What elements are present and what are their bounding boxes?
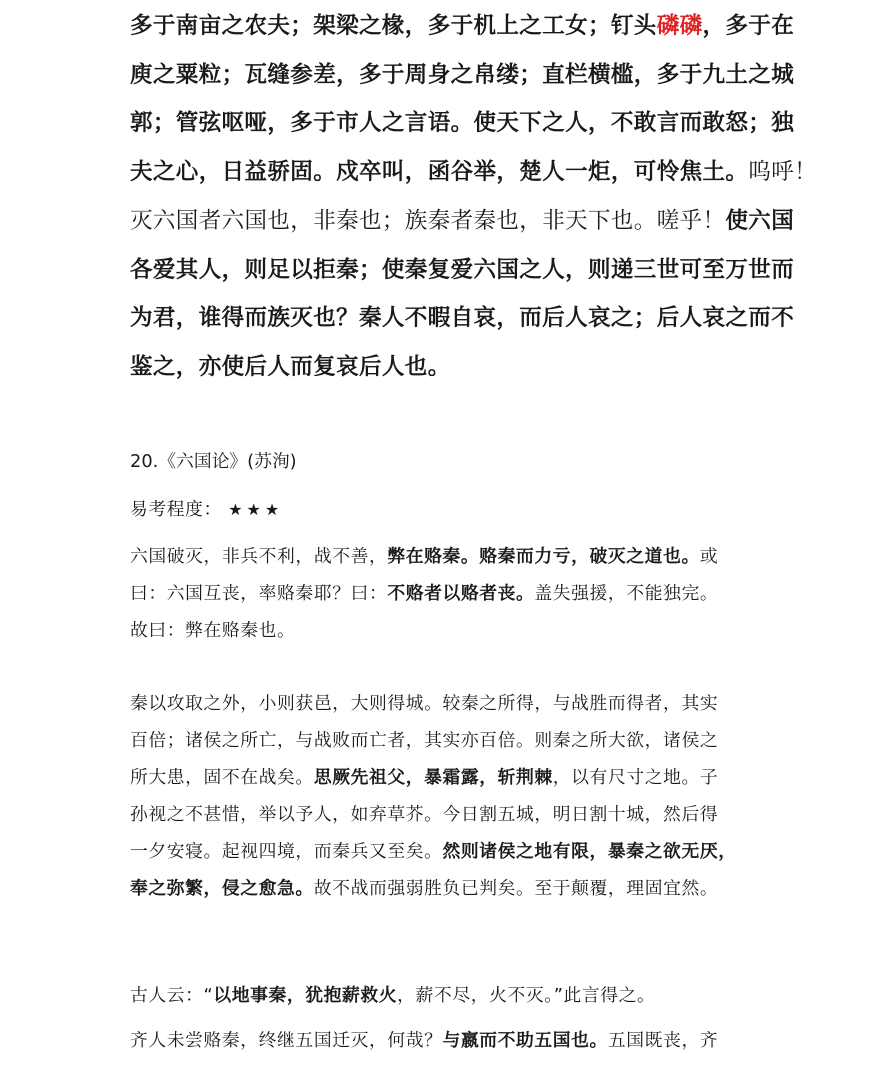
text-line	[130, 538, 780, 575]
text-run: 古人云：“	[130, 985, 214, 1006]
text-run: 五国既丧，齐	[607, 1030, 719, 1051]
difficulty-rating	[130, 492, 283, 528]
text-line	[130, 977, 780, 1014]
paragraph-1	[130, 538, 780, 649]
star-rating-icon: ★★★	[228, 500, 284, 519]
text-run: 一夕安寝。起视四境，而秦兵又至矣。	[130, 841, 443, 862]
text-run: ，薪不尽，火不灭。”此言得之。	[397, 985, 656, 1006]
emphasis-text: 以地事秦，犹抱薪救火	[213, 985, 398, 1006]
text-run: ，多于在	[702, 13, 795, 39]
passage-afanggong-ending	[130, 2, 818, 392]
emphasis-text: 思厥先祖父，暴霜露，斩荆棘	[313, 767, 553, 788]
text-run: 夫之心，日益骄固。戍卒叫，函谷举，楚人一炬，可怜焦土。	[130, 159, 749, 186]
text-line: 鉴之，亦使后人而复哀后人也。	[130, 353, 451, 380]
section-heading: 20.《六国论》(苏洵)	[130, 451, 297, 472]
highlighted-word: 磷磷	[656, 13, 703, 39]
text-line	[130, 148, 818, 197]
text-line	[130, 870, 780, 907]
text-run: 多于南亩之农夫；架梁之椽，多于机上之工女；钉头	[130, 13, 657, 39]
emphasis-text: 奉之弥繁，侵之愈急。	[130, 878, 314, 899]
text-run: 盖失强援，不能独完。	[534, 583, 719, 604]
text-run: 所大患，固不在战矣。	[130, 767, 314, 788]
text-run: 齐人未尝赂秦，终继五国迁灭，何哉？	[130, 1030, 443, 1051]
text-line: 庾之粟粒；瓦缝参差，多于周身之帛缕；直栏横槛，多于九土之城	[130, 61, 795, 88]
paragraph-3	[130, 977, 780, 1014]
text-run: ，以有尺寸之地。子	[552, 767, 719, 788]
text-run: 六国破灭，非兵不利，战不善，	[130, 546, 388, 567]
text-run: 故不战而强弱胜负已判矣。至于颠覆，理固宜然。	[313, 878, 719, 899]
text-line: 百倍；诸侯之所亡，与战败而亡者，其实亦百倍。则秦之所大欲，诸侯之	[130, 730, 719, 751]
text-line	[130, 197, 795, 246]
text-line: 各爱其人，则足以拒秦；使秦复爱六国之人，则递三世可至万世而	[130, 256, 795, 283]
text-line	[130, 1022, 780, 1059]
text-line: 郭；管弦呕哑，多于市人之言语。使天下之人，不敢言而敢怒；独	[130, 110, 795, 137]
emphasis-text: 不赂者以赂者丧。	[387, 583, 535, 604]
emphasis-text: 弊在赂秦。赂秦而力亏，破灭之道也。	[387, 546, 700, 567]
text-line	[130, 833, 780, 870]
text-line: 为君，谁得而族灭也？秦人不暇自哀，而后人哀之；后人哀之而不	[130, 305, 795, 332]
text-line	[130, 2, 795, 51]
paragraph-2	[130, 685, 780, 907]
text-line	[130, 575, 780, 612]
text-run: 呜呼！	[748, 159, 818, 186]
text-run: 或	[699, 546, 719, 567]
text-line: 孙视之不甚惜，举以予人，如弃草芥。今日割五城，明日割十城，然后得	[130, 804, 719, 825]
text-line: 秦以攻取之外，小则获邑，大则得城。较秦之所得，与战胜而得者，其实	[130, 693, 719, 714]
text-run: 灭六国者六国也，非秦也；族秦者秦也，非天下也。嗟乎！	[130, 207, 726, 234]
emphasis-text: 与嬴而不助五国也。	[442, 1030, 608, 1051]
text-run: 使六国	[725, 207, 795, 234]
paragraph-4	[130, 1022, 780, 1059]
emphasis-text: 然则诸侯之地有限，暴秦之欲无厌，	[442, 841, 737, 862]
difficulty-label: 易考程度：	[130, 499, 222, 520]
text-line: 故曰：弊在赂秦也。	[130, 620, 296, 641]
text-run: 曰：六国互丧，率赂秦耶？曰：	[130, 583, 388, 604]
text-line	[130, 759, 780, 796]
